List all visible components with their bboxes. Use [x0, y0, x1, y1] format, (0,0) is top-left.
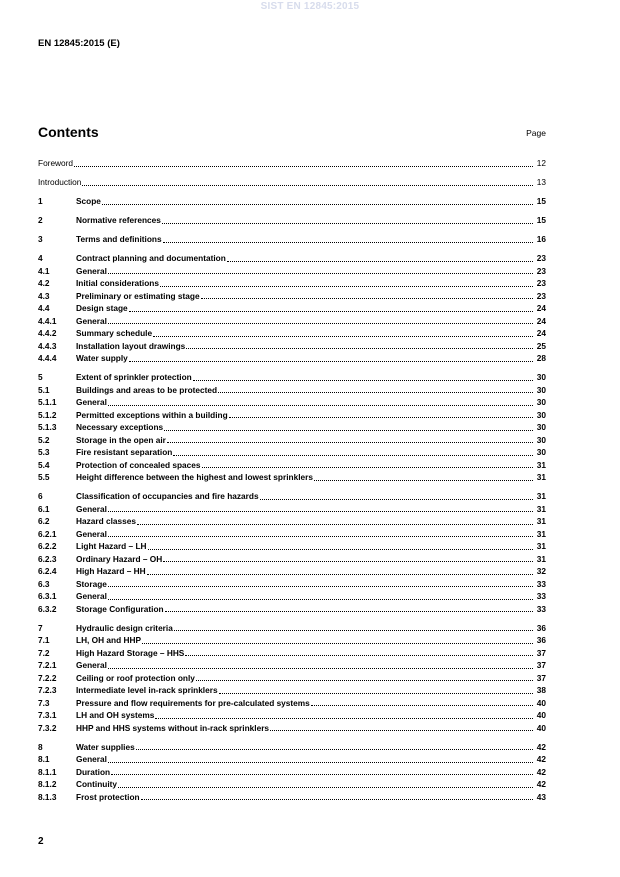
toc-entry-page: 31	[536, 553, 546, 564]
toc-entry[interactable]	[38, 176, 546, 189]
toc-entry-title: Introduction	[38, 177, 82, 187]
toc-entry[interactable]	[38, 384, 546, 397]
toc-entry-title: Duration	[76, 766, 111, 777]
toc-entry-title: Light Hazard – LH	[76, 541, 147, 551]
toc-entry-title: Storage	[76, 578, 107, 589]
toc-entry-title: Contract planning and documentation	[76, 253, 226, 263]
toc-entry[interactable]	[38, 421, 546, 434]
dot-leader	[160, 278, 533, 287]
dot-leader	[108, 503, 533, 512]
toc-entry-page: 25	[536, 340, 546, 351]
toc-entry-page: 30	[536, 434, 546, 445]
toc-entry-number: 6.2.1	[38, 528, 57, 539]
toc-entry[interactable]	[38, 459, 546, 472]
toc-entry-page: 33	[536, 578, 546, 589]
toc-entry-page: 13	[536, 177, 546, 187]
toc-entry-title: Pressure and flow requirements for pre-calculated systems	[76, 697, 310, 708]
toc-entry-page: 23	[536, 290, 546, 301]
toc-entry-page: 30	[536, 447, 546, 457]
dot-leader	[164, 422, 533, 431]
toc-entry-number: 4.4.4	[38, 353, 57, 363]
toc-entry-title: Foreword	[38, 158, 74, 168]
toc-entry-page: 24	[536, 328, 546, 338]
toc-entry[interactable]	[38, 396, 546, 409]
dot-leader	[227, 253, 533, 262]
toc-entry-number: 6.2	[38, 516, 50, 526]
toc-entry[interactable]	[38, 214, 546, 227]
toc-entry-number: 1	[38, 196, 43, 206]
dot-leader	[163, 234, 533, 243]
dot-leader	[196, 672, 533, 681]
contents-title: Contents	[38, 124, 99, 140]
toc-entry-title: Ceiling or roof protection only	[76, 672, 195, 683]
dot-leader	[202, 459, 534, 468]
toc-entry-number: 6	[38, 491, 43, 501]
toc-entry-page: 31	[536, 459, 546, 470]
dot-leader	[148, 541, 533, 550]
dot-leader	[129, 353, 533, 362]
toc-entry[interactable]	[38, 409, 546, 422]
toc-entry[interactable]	[38, 252, 546, 265]
toc-entry-title: Intermediate level in-rack sprinklers	[76, 685, 218, 695]
toc-entry-title: Storage Configuration	[76, 603, 164, 614]
toc-entry-number: 7.2.3	[38, 685, 57, 695]
toc-entry-number: 6.3.2	[38, 603, 57, 614]
page-column-label: Page	[526, 128, 546, 138]
toc-entry-page: 31	[536, 516, 546, 526]
toc-entry[interactable]	[38, 647, 546, 660]
toc-entry-number: 3	[38, 234, 43, 244]
toc-entry-page: 42	[536, 754, 546, 764]
toc-entry[interactable]	[38, 434, 546, 447]
toc-entry-number: 4.2	[38, 278, 50, 288]
toc-entry[interactable]	[38, 528, 546, 541]
toc-entry-title: Necessary exceptions	[76, 422, 164, 432]
toc-entry-title: Preliminary or estimating stage	[76, 290, 200, 301]
dot-leader	[142, 635, 533, 644]
toc-entry-number: 5.3	[38, 447, 50, 457]
toc-entry-number: 6.3	[38, 578, 50, 589]
toc-entry-page: 12	[536, 158, 546, 168]
toc-entry-number: 7.3.2	[38, 722, 57, 733]
dot-leader	[173, 447, 533, 456]
toc-entry-number: 5	[38, 372, 43, 382]
toc-entry-title: Water supplies	[76, 741, 135, 752]
toc-entry[interactable]	[38, 446, 546, 459]
toc-entry-page: 36	[536, 635, 546, 645]
toc-entry-page: 23	[536, 253, 546, 263]
toc-entry-number: 6.3.1	[38, 591, 57, 601]
dot-leader	[108, 660, 533, 669]
dot-leader	[162, 215, 533, 224]
dot-leader	[314, 472, 533, 481]
toc-entry-number: 4	[38, 253, 43, 263]
toc-entry-title: General	[76, 503, 107, 514]
toc-entry[interactable]	[38, 697, 546, 710]
dot-leader	[193, 372, 533, 381]
toc-entry-number: 8.1.1	[38, 766, 57, 777]
toc-entry-title: Height difference between the highest and lowest sprinklers	[76, 472, 313, 482]
dot-leader	[218, 384, 533, 393]
toc-entry[interactable]	[38, 290, 546, 303]
toc-entry[interactable]	[38, 340, 546, 353]
toc-entry-title: Extent of sprinkler protection	[76, 372, 192, 382]
toc-entry-page: 40	[536, 710, 546, 720]
toc-entry-number: 7.2.1	[38, 660, 57, 670]
page-number: 2	[38, 836, 44, 847]
dot-leader	[270, 722, 533, 731]
table-of-contents	[38, 157, 546, 803]
dot-leader	[108, 397, 533, 406]
toc-entry[interactable]	[38, 327, 546, 340]
toc-entry-page: 31	[536, 541, 546, 551]
toc-entry-title: Installation layout drawings	[76, 340, 186, 351]
toc-entry-page: 30	[536, 384, 546, 395]
toc-entry-page: 30	[536, 372, 546, 382]
dot-leader	[174, 622, 533, 631]
toc-entry-number: 7.3	[38, 697, 50, 708]
toc-entry[interactable]	[38, 684, 546, 697]
toc-entry[interactable]	[38, 233, 546, 246]
toc-entry[interactable]	[38, 622, 546, 635]
toc-entry-title: Design stage	[76, 303, 128, 313]
toc-entry[interactable]	[38, 515, 546, 528]
toc-entry-number: 8.1.2	[38, 779, 57, 789]
dot-leader	[167, 434, 533, 443]
toc-entry-title: Continuity	[76, 779, 118, 789]
dot-leader	[165, 603, 533, 612]
toc-entry-page: 28	[536, 353, 546, 363]
toc-entry-page: 40	[536, 722, 546, 733]
toc-entry-title: General	[76, 591, 107, 601]
toc-entry-page: 31	[536, 503, 546, 514]
toc-entry[interactable]	[38, 503, 546, 516]
toc-entry-title: Protection of concealed spaces	[76, 459, 201, 470]
toc-entry[interactable]	[38, 722, 546, 735]
toc-entry-number: 5.1.1	[38, 397, 57, 407]
toc-entry-title: Initial considerations	[76, 278, 159, 288]
dot-leader	[137, 516, 533, 525]
toc-entry-page: 32	[536, 566, 546, 576]
toc-entry-number: 4.4.3	[38, 340, 57, 351]
toc-entry-title: Summary schedule	[76, 328, 153, 338]
toc-entry-title: Classification of occupancies and fire hazards	[76, 491, 259, 501]
toc-entry[interactable]	[38, 634, 546, 647]
toc-entry[interactable]	[38, 778, 546, 791]
toc-entry-page: 33	[536, 591, 546, 601]
dot-leader	[108, 528, 533, 537]
toc-entry-number: 8	[38, 741, 43, 752]
dot-leader	[102, 196, 533, 205]
toc-entry-page: 30	[536, 422, 546, 432]
toc-entry-page: 43	[536, 791, 546, 802]
toc-entry-page: 36	[536, 622, 546, 633]
dot-leader	[141, 791, 533, 800]
toc-entry[interactable]	[38, 753, 546, 766]
toc-entry-title: High Hazard – HH	[76, 566, 146, 576]
toc-entry-title: Ordinary Hazard – OH	[76, 553, 163, 564]
document-header: EN 12845:2015 (E)	[38, 38, 120, 49]
toc-entry-number: 7.2.2	[38, 672, 57, 683]
toc-entry-number: 4.4	[38, 303, 50, 313]
toc-entry-page: 42	[536, 766, 546, 777]
toc-entry-title: General	[76, 397, 107, 407]
toc-entry-number: 6.2.4	[38, 566, 57, 576]
toc-entry-number: 7.1	[38, 635, 50, 645]
toc-entry-title: Water supply	[76, 353, 128, 363]
toc-entry[interactable]	[38, 553, 546, 566]
toc-entry[interactable]	[38, 590, 546, 603]
toc-entry[interactable]	[38, 565, 546, 578]
toc-entry-number: 5.1.3	[38, 422, 57, 432]
toc-entry-number: 7	[38, 622, 43, 633]
toc-entry-number: 8.1.3	[38, 791, 57, 802]
dot-leader	[118, 779, 533, 788]
toc-entry[interactable]	[38, 659, 546, 672]
toc-entry-number: 7.3.1	[38, 710, 57, 720]
toc-entry-title: High Hazard Storage – HHS	[76, 647, 185, 658]
dot-leader	[136, 741, 533, 750]
toc-entry-page: 23	[536, 278, 546, 288]
dot-leader	[129, 303, 533, 312]
toc-entry[interactable]	[38, 578, 546, 591]
toc-entry-page: 15	[536, 196, 546, 206]
toc-entry-number: 6.2.3	[38, 553, 57, 564]
dot-leader	[201, 290, 533, 299]
toc-entry-title: Normative references	[76, 215, 161, 225]
dot-leader	[260, 491, 533, 500]
toc-entry-page: 31	[536, 491, 546, 501]
toc-entry[interactable]	[38, 603, 546, 616]
dot-leader	[108, 754, 533, 763]
toc-entry-title: HHP and HHS systems without in-rack sprinklers	[76, 722, 270, 733]
dot-leader	[108, 591, 533, 600]
toc-entry-title: Scope	[76, 196, 101, 206]
toc-entry-title: Fire resistant separation	[76, 447, 173, 457]
toc-entry-number: 4.4.1	[38, 315, 57, 326]
dot-leader	[108, 578, 533, 587]
dot-leader	[155, 710, 533, 719]
toc-entry[interactable]	[38, 540, 546, 553]
dot-leader	[111, 766, 533, 775]
toc-entry-title: General	[76, 660, 107, 670]
dot-leader	[163, 553, 533, 562]
toc-entry[interactable]	[38, 766, 546, 779]
dot-leader	[185, 647, 533, 656]
toc-entry-page: 30	[536, 409, 546, 420]
toc-entry-number: 8.1	[38, 754, 50, 764]
toc-entry[interactable]	[38, 352, 546, 365]
toc-entry-number: 5.2	[38, 434, 50, 445]
toc-entry-number: 4.1	[38, 265, 50, 276]
toc-entry-page: 42	[536, 741, 546, 752]
toc-entry-number: 5.4	[38, 459, 50, 470]
dot-leader	[219, 685, 533, 694]
dot-leader	[153, 328, 533, 337]
toc-entry[interactable]	[38, 302, 546, 315]
toc-entry-page: 31	[536, 528, 546, 539]
toc-entry-page: 30	[536, 397, 546, 407]
toc-entry-page: 23	[536, 265, 546, 276]
toc-entry-page: 33	[536, 603, 546, 614]
toc-entry-number: 6.1	[38, 503, 50, 514]
toc-entry-title: General	[76, 315, 107, 326]
toc-entry-number: 5.5	[38, 472, 50, 482]
toc-entry-title: Buildings and areas to be protected	[76, 384, 218, 395]
toc-entry[interactable]	[38, 277, 546, 290]
dot-leader	[229, 409, 533, 418]
toc-entry-title: Storage in the open air	[76, 434, 166, 445]
toc-entry-page: 15	[536, 215, 546, 225]
toc-entry-number: 2	[38, 215, 43, 225]
dot-leader	[147, 566, 533, 575]
toc-entry-title: General	[76, 265, 107, 276]
dot-leader	[108, 265, 533, 274]
toc-entry-title: Permitted exceptions within a building	[76, 409, 228, 420]
toc-entry-number: 7.2	[38, 647, 50, 658]
toc-entry-page: 37	[536, 672, 546, 683]
watermark: SIST EN 12845:2015	[260, 1, 360, 12]
toc-entry-title: General	[76, 528, 107, 539]
toc-entry-title: Hazard classes	[76, 516, 136, 526]
toc-entry-page: 37	[536, 660, 546, 670]
toc-entry-page: 31	[536, 472, 546, 482]
toc-entry[interactable]	[38, 371, 546, 384]
toc-entry-page: 42	[536, 779, 546, 789]
dot-leader	[82, 177, 533, 186]
dot-leader	[311, 697, 533, 706]
toc-entry[interactable]	[38, 791, 546, 804]
toc-entry-title: LH, OH and HHP	[76, 635, 141, 645]
toc-entry-title: Frost protection	[76, 791, 140, 802]
toc-entry-number: 5.1.2	[38, 409, 57, 420]
toc-entry-number: 6.2.2	[38, 541, 57, 551]
toc-entry[interactable]	[38, 709, 546, 722]
toc-entry-number: 5.1	[38, 384, 50, 395]
toc-entry[interactable]	[38, 672, 546, 685]
toc-entry-page: 24	[536, 315, 546, 326]
toc-entry[interactable]	[38, 195, 546, 208]
dot-leader	[74, 158, 533, 167]
dot-leader	[108, 315, 533, 324]
toc-entry[interactable]	[38, 490, 546, 503]
toc-entry-page: 38	[536, 685, 546, 695]
toc-entry-title: General	[76, 754, 107, 764]
toc-entry-number: 4.4.2	[38, 328, 57, 338]
toc-entry-title: LH and OH systems	[76, 710, 155, 720]
dot-leader	[186, 340, 533, 349]
toc-entry[interactable]	[38, 315, 546, 328]
toc-entry-page: 24	[536, 303, 546, 313]
toc-entry[interactable]	[38, 741, 546, 754]
toc-entry-title: Terms and definitions	[76, 234, 162, 244]
toc-entry[interactable]	[38, 471, 546, 484]
toc-entry-page: 37	[536, 647, 546, 658]
toc-entry-number: 4.3	[38, 290, 50, 301]
toc-entry-title: Hydraulic design criteria	[76, 622, 173, 633]
toc-entry-page: 40	[536, 697, 546, 708]
toc-entry-page: 16	[536, 234, 546, 244]
toc-entry[interactable]	[38, 157, 546, 170]
toc-entry[interactable]	[38, 265, 546, 278]
